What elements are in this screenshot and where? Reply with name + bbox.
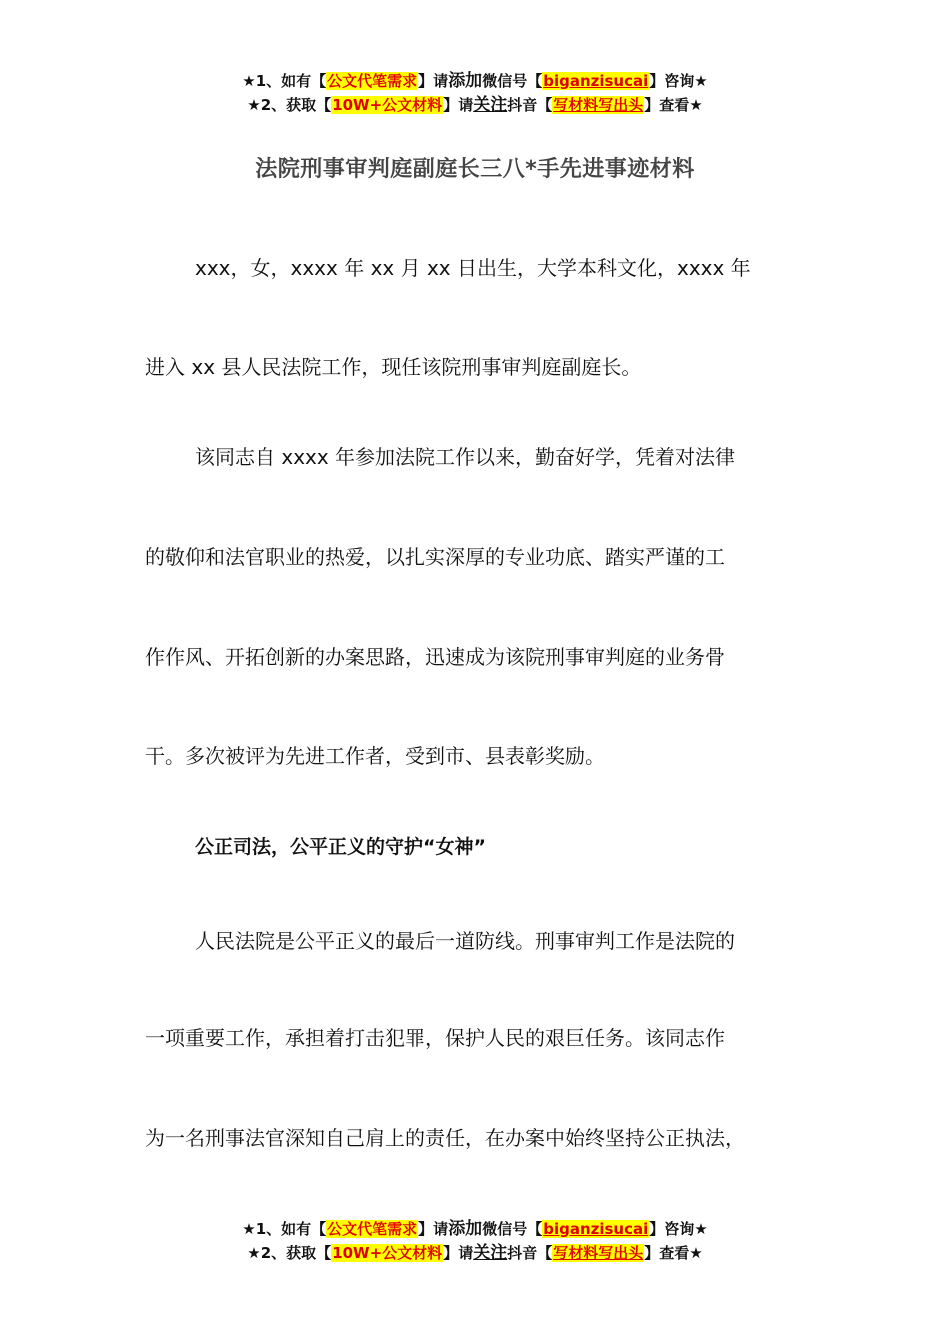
paragraph-line: xxx，女，xxxx 年 xx 月 xx 日出生，大学本科文化，xxxx 年: [195, 256, 751, 280]
wechat-id-highlight: biganzisucai: [543, 72, 649, 90]
promo-text: ★1、如有【: [242, 72, 327, 90]
promo-text: 微信号【: [482, 1220, 543, 1238]
paragraph-line: 一项重要工作，承担着打击犯罪，保护人民的艰巨任务。该同志作: [145, 1026, 725, 1050]
promo-text: 微信号【: [482, 72, 543, 90]
promo-highlight: 10W+公文材料: [332, 1244, 443, 1262]
promo-text: 】查看★: [644, 96, 703, 114]
douyin-id-highlight: 写材料写出头: [553, 1244, 644, 1262]
paragraph-line: 干。多次被评为先进工作者，受到市、县表彰奖励。: [145, 744, 605, 768]
promo-emphasis: 添加: [448, 1219, 483, 1239]
promo-line-2: [0, 93, 950, 117]
promo-highlight: 公文代笔需求: [327, 1220, 418, 1238]
paragraph-line: 进入 xx 县人民法院工作，现任该院刑事审判庭副庭长。: [145, 355, 642, 379]
promo-emphasis: 添加: [448, 71, 483, 91]
promo-text: 】请: [443, 96, 474, 114]
promo-emphasis: 关注: [473, 1243, 508, 1263]
promo-line-2: [0, 1241, 950, 1265]
promo-emphasis: 关注: [473, 95, 508, 115]
promo-text: ★2、获取【: [247, 96, 332, 114]
promo-text: 】咨询★: [649, 1220, 708, 1238]
promo-highlight: 公文代笔需求: [327, 72, 418, 90]
promo-line-1: [0, 69, 950, 93]
promo-text: 】请: [418, 72, 449, 90]
paragraph-line: 为一名刑事法官深知自己肩上的责任，在办案中始终坚持公正执法，: [145, 1126, 745, 1150]
paragraph-line: 作作风、开拓创新的办案思路，迅速成为该院刑事审判庭的业务骨: [145, 645, 725, 669]
promo-text: 】请: [443, 1244, 474, 1262]
footer-promo-banner: [0, 1217, 950, 1265]
wechat-id-highlight: biganzisucai: [543, 1220, 649, 1238]
promo-text: ★2、获取【: [247, 1244, 332, 1262]
promo-text: 抖音【: [507, 1244, 553, 1262]
section-heading: 公正司法，公平正义的守护“女神”: [195, 836, 486, 858]
paragraph-line: 的敬仰和法官职业的热爱，以扎实深厚的专业功底、踏实严谨的工: [145, 545, 725, 569]
paragraph-line: 该同志自 xxxx 年参加法院工作以来，勤奋好学，凭着对法律: [195, 445, 736, 469]
promo-text: 】咨询★: [649, 72, 708, 90]
promo-text: 】请: [418, 1220, 449, 1238]
paragraph-line: 人民法院是公平正义的最后一道防线。刑事审判工作是法院的: [195, 929, 735, 953]
promo-line-1: [0, 1217, 950, 1241]
header-promo-banner: [0, 69, 950, 117]
document-title: 法院刑事审判庭副庭长三八*手先进事迹材料: [255, 157, 695, 182]
promo-text: 抖音【: [507, 96, 553, 114]
douyin-id-highlight: 写材料写出头: [553, 96, 644, 114]
promo-highlight: 10W+公文材料: [332, 96, 443, 114]
promo-text: 】查看★: [644, 1244, 703, 1262]
promo-text: ★1、如有【: [242, 1220, 327, 1238]
